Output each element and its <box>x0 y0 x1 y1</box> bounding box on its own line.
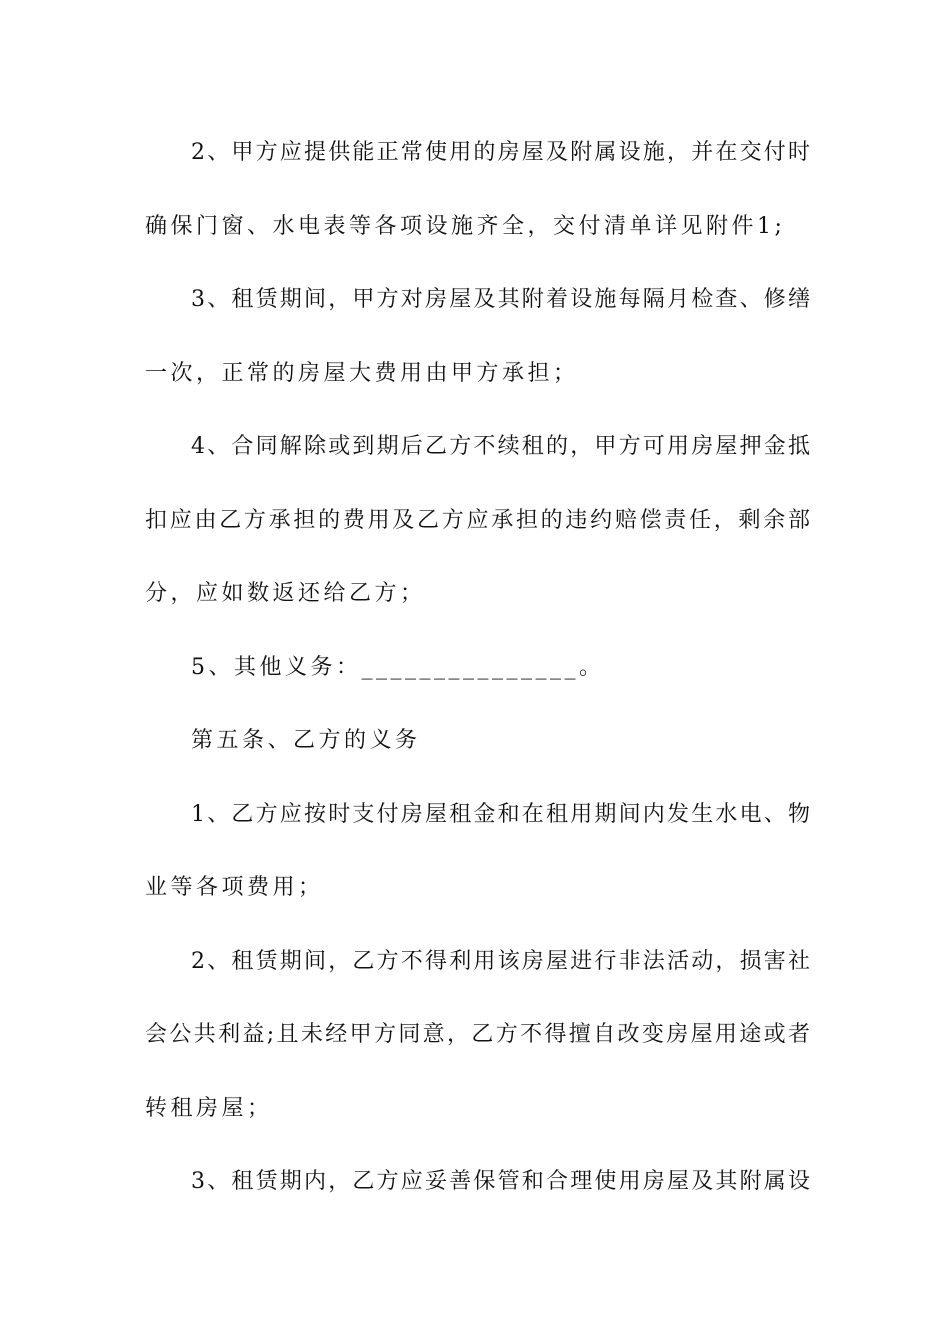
text-line: 扣应由乙方承担的费用及乙方应承担的违约赔偿责任，剩余部 <box>145 507 810 533</box>
document-body <box>145 129 810 1232</box>
text-line: 一次，正常的房屋大费用由甲方承担； <box>145 360 579 386</box>
text-line: 分，应如数返还给乙方； <box>145 581 426 606</box>
text-line: 5、其他义务：_______________。 <box>191 654 605 680</box>
text-line: 3、租赁期内，乙方应妥善保管和合理使用房屋及其附属设 <box>191 1169 810 1194</box>
text-line: 业等各项费用； <box>145 875 324 900</box>
section-heading: 第五条、乙方的义务 <box>191 728 421 753</box>
text-line: 会公共利益;且未经甲方同意，乙方不得擅自改变房屋用途或者 <box>145 1022 810 1047</box>
text-line: 4、合同解除或到期后乙方不续租的，甲方可用房屋押金抵 <box>191 434 810 459</box>
text-line: 转租房屋； <box>145 1095 273 1121</box>
text-line: 3、租赁期间，甲方对房屋及其附着设施每隔月检查、修缮 <box>191 287 810 312</box>
text-line: 2、租赁期间，乙方不得利用该房屋进行非法活动，损害社 <box>191 948 810 974</box>
text-line: 1、乙方应按时支付房屋租金和在租用期间内发生水电、物 <box>191 801 810 827</box>
text-line: 确保门窗、水电表等各项设施齐全，交付清单详见附件1; <box>145 213 786 239</box>
text-line: 2、甲方应提供能正常使用的房屋及附属设施，并在交付时 <box>191 140 810 165</box>
